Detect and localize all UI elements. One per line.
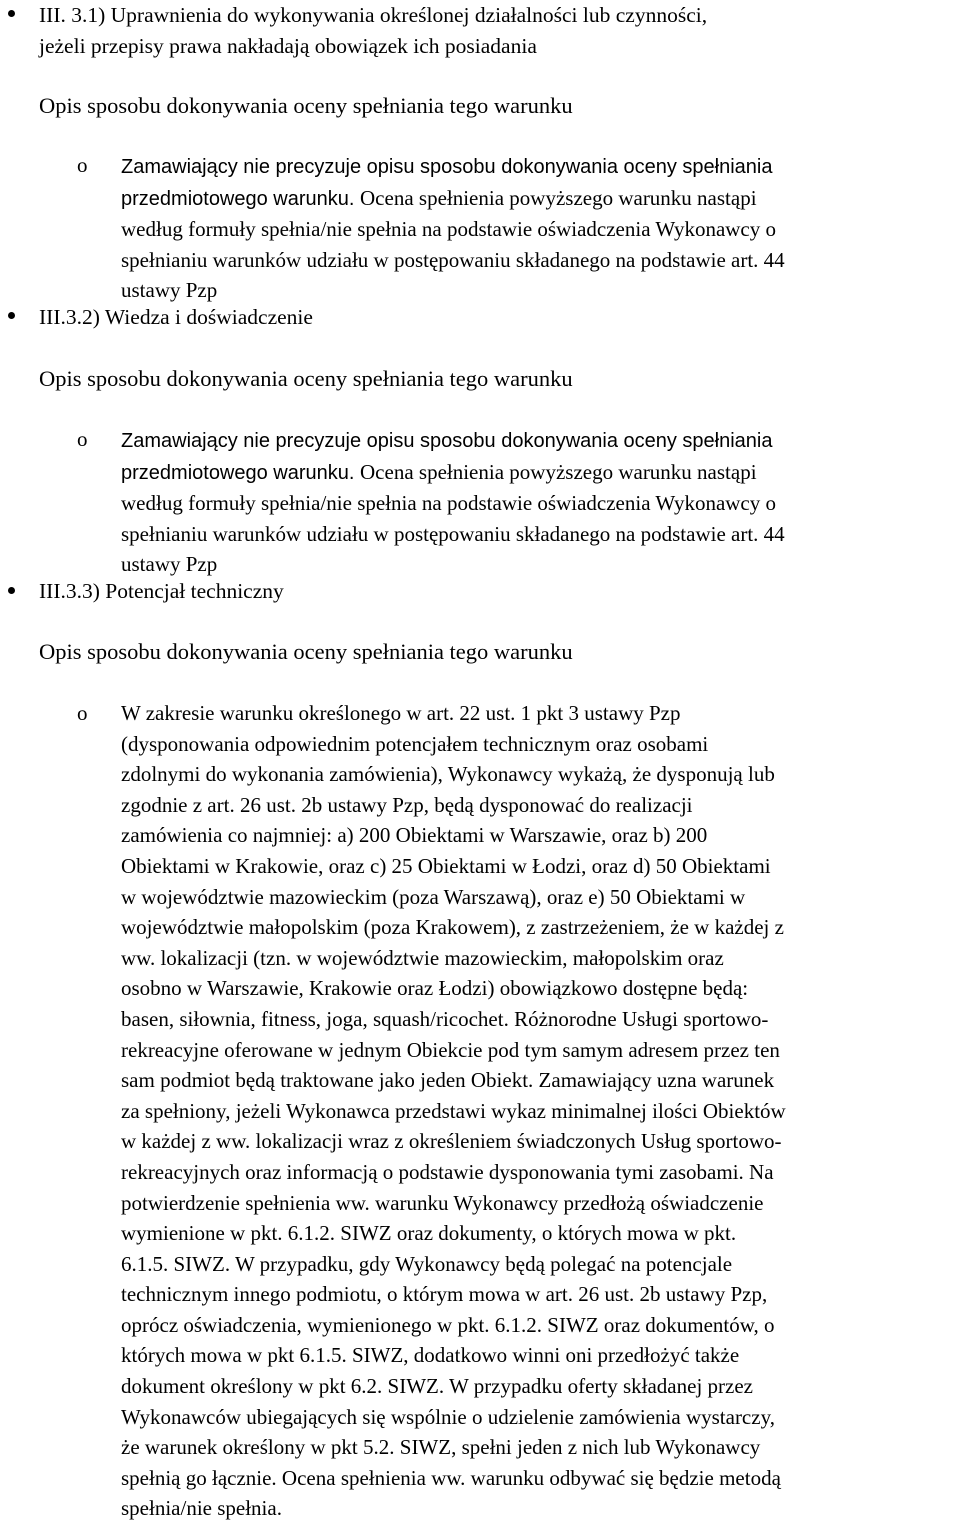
paragraph-line: rekreacyjnych oraz informacją o podstawie dysponowania tymi zasobami. Na <box>121 1159 774 1184</box>
section-title-line: jeżeli przepisy prawa nakładają obowiązek ich posiadania <box>39 34 537 58</box>
section-title-line: III. 3.1) Uprawnienia do wykonywania określonej działalności lub czynności, <box>39 3 708 27</box>
paragraph-line: oprócz oświadczenia, wymienionego w pkt. 6.1.2. SIWZ oraz dokumentów, o <box>121 1312 775 1337</box>
paragraph-line: dokument określony w pkt 6.2. SIWZ. W przypadku oferty składanej przez <box>121 1374 753 1399</box>
section-3-paragraph <box>121 698 956 1524</box>
paragraph-line: Zamawiający nie precyzuje opisu sposobu dokonywania oceny spełniania <box>121 430 773 452</box>
paragraph-line: (dysponowania odpowiednim potencjałem technicznym oraz osobami <box>121 731 709 756</box>
paragraph-line: województwie małopolskim (poza Krakowem), z zastrzeżeniem, że w każdej z <box>121 915 784 940</box>
paragraph-line: według formuły spełnia/nie spełnia na podstawie oświadczenia Wykonawcy o <box>121 217 776 242</box>
paragraph-line: ww. lokalizacji (tzn. w województwie mazowieckim, małopolskim oraz <box>121 945 724 970</box>
paragraph-line: których mowa w pkt 6.1.5. SIWZ, dodatkowo winni oni przedłożyć także <box>121 1343 740 1368</box>
section-2-title <box>39 302 313 333</box>
paragraph-line: zamówienia co najmniej: a) 200 Obiektami w Warszawie, oraz b) 200 <box>121 823 708 848</box>
paragraph-line: spełnią go łącznie. Ocena spełnienia ww. warunku odbywać się będzie metodą <box>121 1465 781 1490</box>
paragraph-line: w województwie mazowieckim (poza Warszawą), oraz e) 50 Obiektami w <box>121 884 746 909</box>
paragraph-line: spełnianiu warunków udziału w postępowaniu składanego na podstawie art. 44 <box>121 247 785 272</box>
paragraph-line: technicznym innego podmiotu, o którym mowa w art. 26 ust. 2b ustawy Pzp, <box>121 1282 768 1307</box>
paragraph-line: ustawy Pzp <box>121 552 218 577</box>
section-2-subheading: Opis sposobu dokonywania oceny spełniania tego warunku <box>39 366 573 391</box>
paragraph-line: w każdej z ww. lokalizacji wraz z określeniem świadczonych Usług sportowo- <box>121 1129 782 1154</box>
paragraph-line: sam podmiot będą traktowane jako jeden Obiekt. Zamawiający uzna warunek <box>121 1068 775 1093</box>
paragraph-line: basen, siłownia, fitness, joga, squash/ricochet. Różnorodne Usługi sportowo- <box>121 1006 769 1031</box>
item-marker: o <box>77 701 88 725</box>
paragraph-line: że warunek określony w pkt 5.2. SIWZ, spełni jeden z nich lub Wykonawcy <box>121 1435 761 1460</box>
section-1-paragraph <box>121 151 956 306</box>
item-marker: o <box>77 427 88 451</box>
section-2-paragraph <box>121 425 956 580</box>
paragraph-line: zgodnie z art. 26 ust. 2b ustawy Pzp, będą dysponować do realizacji <box>121 792 693 817</box>
paragraph-line: według formuły spełnia/nie spełnia na podstawie oświadczenia Wykonawcy o <box>121 491 776 516</box>
section-title-line: III.3.3) Potencjał techniczny <box>39 579 284 603</box>
paragraph-line: potwierdzenie spełnienia ww. warunku Wykonawcy przedłożą oświadczenie <box>121 1190 764 1215</box>
section-3-title <box>39 576 284 607</box>
paragraph-line: Wykonawców ubiegających się wspólnie o udzielenie zamówienia wystarczy, <box>121 1404 775 1429</box>
paragraph-line: W zakresie warunku określonego w art. 22 ust. 1 pkt 3 ustawy Pzp <box>121 701 681 725</box>
paragraph-line: osobno w Warszawie, Krakowie oraz Łodzi) obowiązkowo dostępne będą: <box>121 976 749 1001</box>
bullet-icon <box>8 312 15 319</box>
paragraph-line: Zamawiający nie precyzuje opisu sposobu dokonywania oceny spełniania <box>121 156 773 178</box>
section-title-line: III.3.2) Wiedza i doświadczenie <box>39 305 313 329</box>
paragraph-line: przedmiotowego warunku. Ocena spełnienia powyższego warunku nastąpi <box>121 185 757 210</box>
paragraph-line: za spełniony, jeżeli Wykonawca przedstawi wykaz minimalnej ilości Obiektów <box>121 1098 786 1123</box>
paragraph-line: Obiektami w Krakowie, oraz c) 25 Obiektami w Łodzi, oraz d) 50 Obiektami <box>121 853 771 878</box>
paragraph-line: spełnianiu warunków udziału w postępowaniu składanego na podstawie art. 44 <box>121 521 785 546</box>
paragraph-line: wymienione w pkt. 6.1.2. SIWZ oraz dokumenty, o których mowa w pkt. <box>121 1221 737 1246</box>
paragraph-line: ustawy Pzp <box>121 278 218 303</box>
bullet-icon <box>8 10 15 17</box>
bullet-icon <box>8 587 15 594</box>
paragraph-line: zdolnymi do wykonania zamówienia), Wykonawcy wykażą, że dysponują lub <box>121 762 775 787</box>
paragraph-line: przedmiotowego warunku. Ocena spełnienia powyższego warunku nastąpi <box>121 459 757 484</box>
section-1-title <box>39 0 707 62</box>
paragraph-line: spełnia/nie spełnia. <box>121 1496 282 1521</box>
paragraph-line: 6.1.5. SIWZ. W przypadku, gdy Wykonawcy będą polegać na potencjale <box>121 1251 733 1276</box>
paragraph-line: rekreacyjne oferowane w jednym Obiekcie pod tym samym adresem przez ten <box>121 1037 780 1062</box>
item-marker: o <box>77 153 88 177</box>
section-3-subheading: Opis sposobu dokonywania oceny spełniania tego warunku <box>39 639 573 664</box>
section-1-subheading: Opis sposobu dokonywania oceny spełniania tego warunku <box>39 93 573 118</box>
